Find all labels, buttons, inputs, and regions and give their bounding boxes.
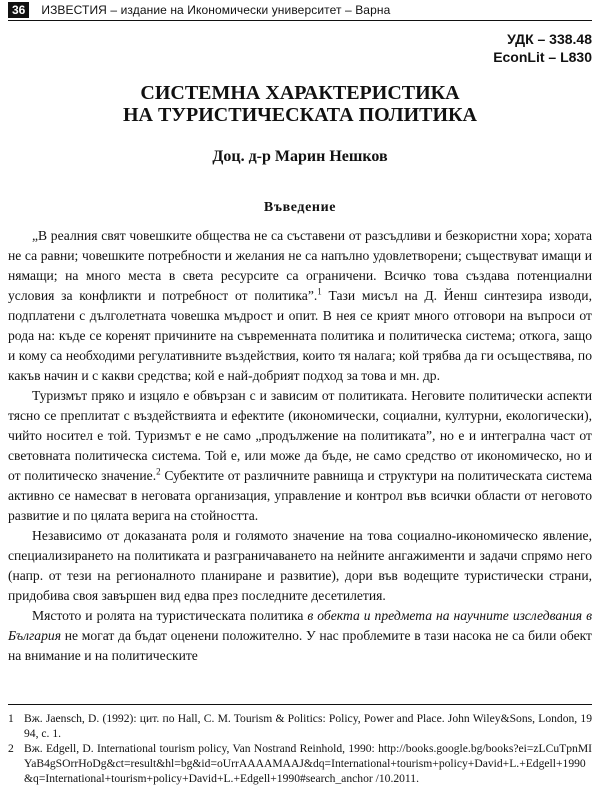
footnote-text: Вж. Jaensch, D. (1992): цит. по Hall, C. M. Tourism & Politics: Policy, Power and Place. John Wiley&Sons, London, 1994, с. 1. <box>24 712 592 740</box>
footnote-number: 1 <box>8 712 14 725</box>
italic-emphasis: в обекта и предмета на научните изследвания в България <box>8 608 592 643</box>
article-title <box>0 82 600 126</box>
classification-codes <box>493 30 592 66</box>
article-body <box>8 226 592 666</box>
footnote-ref-1[interactable]: 1 <box>317 286 322 297</box>
footnote-number: 2 <box>8 742 14 755</box>
paragraph-1: „В реалния свят човешките общества не са съставени от разсъдливи и безкористни хора; хората не са равни; човешките потребности и желания не са напълно удовлетворени; съществуват имащи и нямащи; на много места в света ресурсите са ограничени. Всичко това създава потенциални условия за конфликти и потребност от политика”.$^1$ Тази мисъл на Д. Йенш синтезира изводи, подплатени с дълголетната човешка мъдрост и опит. В нея се крият много отговори на въпроси от рода на: къде се коренят причините на съвременната политика и политическа система; откога, защо и кому са необходими регулативните въздействия, които тя налага; кой трябва да ги осъществява, по какъв начин и с какви средства; кой е най-добрият подход за това и мн. др. <box>8 228 592 383</box>
section-heading: Въведение <box>263 200 337 215</box>
page-number: 36 <box>8 2 29 18</box>
econlit-code: EconLit – L830 <box>493 49 592 65</box>
author-name: Доц. д-р Марин Нешков <box>212 148 388 165</box>
title-line-2: НА ТУРИСТИЧЕСКАТА ПОЛИТИКА <box>123 104 477 126</box>
footnote-2 <box>8 741 592 786</box>
footnote-1 <box>8 711 592 741</box>
running-header <box>8 0 592 21</box>
footnote-ref-2[interactable]: 2 <box>156 466 161 477</box>
title-line-1: СИСТЕМНА ХАРАКТЕРИСТИКА <box>140 82 460 104</box>
udk-code: УДК – 338.48 <box>507 31 592 47</box>
running-title: ИЗВЕСТИЯ – издание на Икономически университет – Варна <box>41 3 391 17</box>
footnotes <box>8 704 592 786</box>
paragraph-2: Туризмът пряко и изцяло е обвързан с и зависим от политиката. Неговите политически аспекти тясно се преплитат с въздействията и ефектите (икономически, социални, културни, екологически), чийто носител е той. Туризмът е не само „продължение на политиката”, но е и интегрална част от световната политическа система. Той е, или може да бъде, не само средство от икономическо, но и от политическо значение.$^2$ Субектите от различните равнища и структури на политическата система активно се намесват в неговата организация, управление и контрол във всички области от неговото развитие и по цялата верига на стойността. <box>8 388 592 523</box>
paragraph-3: Независимо от доказаната роля и голямото значение на това социално-икономическо явление, специализирането на политиката и разграничаването на нейните ангажименти и задачи спрямо него (напр. от тези на регионалното планиране и развитие), дори във водещите туристически страни, придобива своя завършен вид едва през последните десетилетия. <box>8 528 592 603</box>
paragraph-4: Мястото и ролята на туристическата политика в обекта и предмета на научните изследвания в България не могат да бъдат оценени положително. У нас проблемите в тази насока не са били обект на внимание и на политическите <box>8 608 592 663</box>
footnote-text: Вж. Edgell, D. International tourism policy, Van Nostrand Reinhold, 1990: http://books.google.bg/books?ei=zLCuTpnMIYaB4gSOrrHoDg&ct=result&hl=bg&id=oUrrAAAAMAAJ&dq=International+tourism+policy+David+L.+Edgell+1990&q=International+tourism+policy+David+L.+Edgell+1990#search_anchor /10.2011. <box>24 742 592 785</box>
